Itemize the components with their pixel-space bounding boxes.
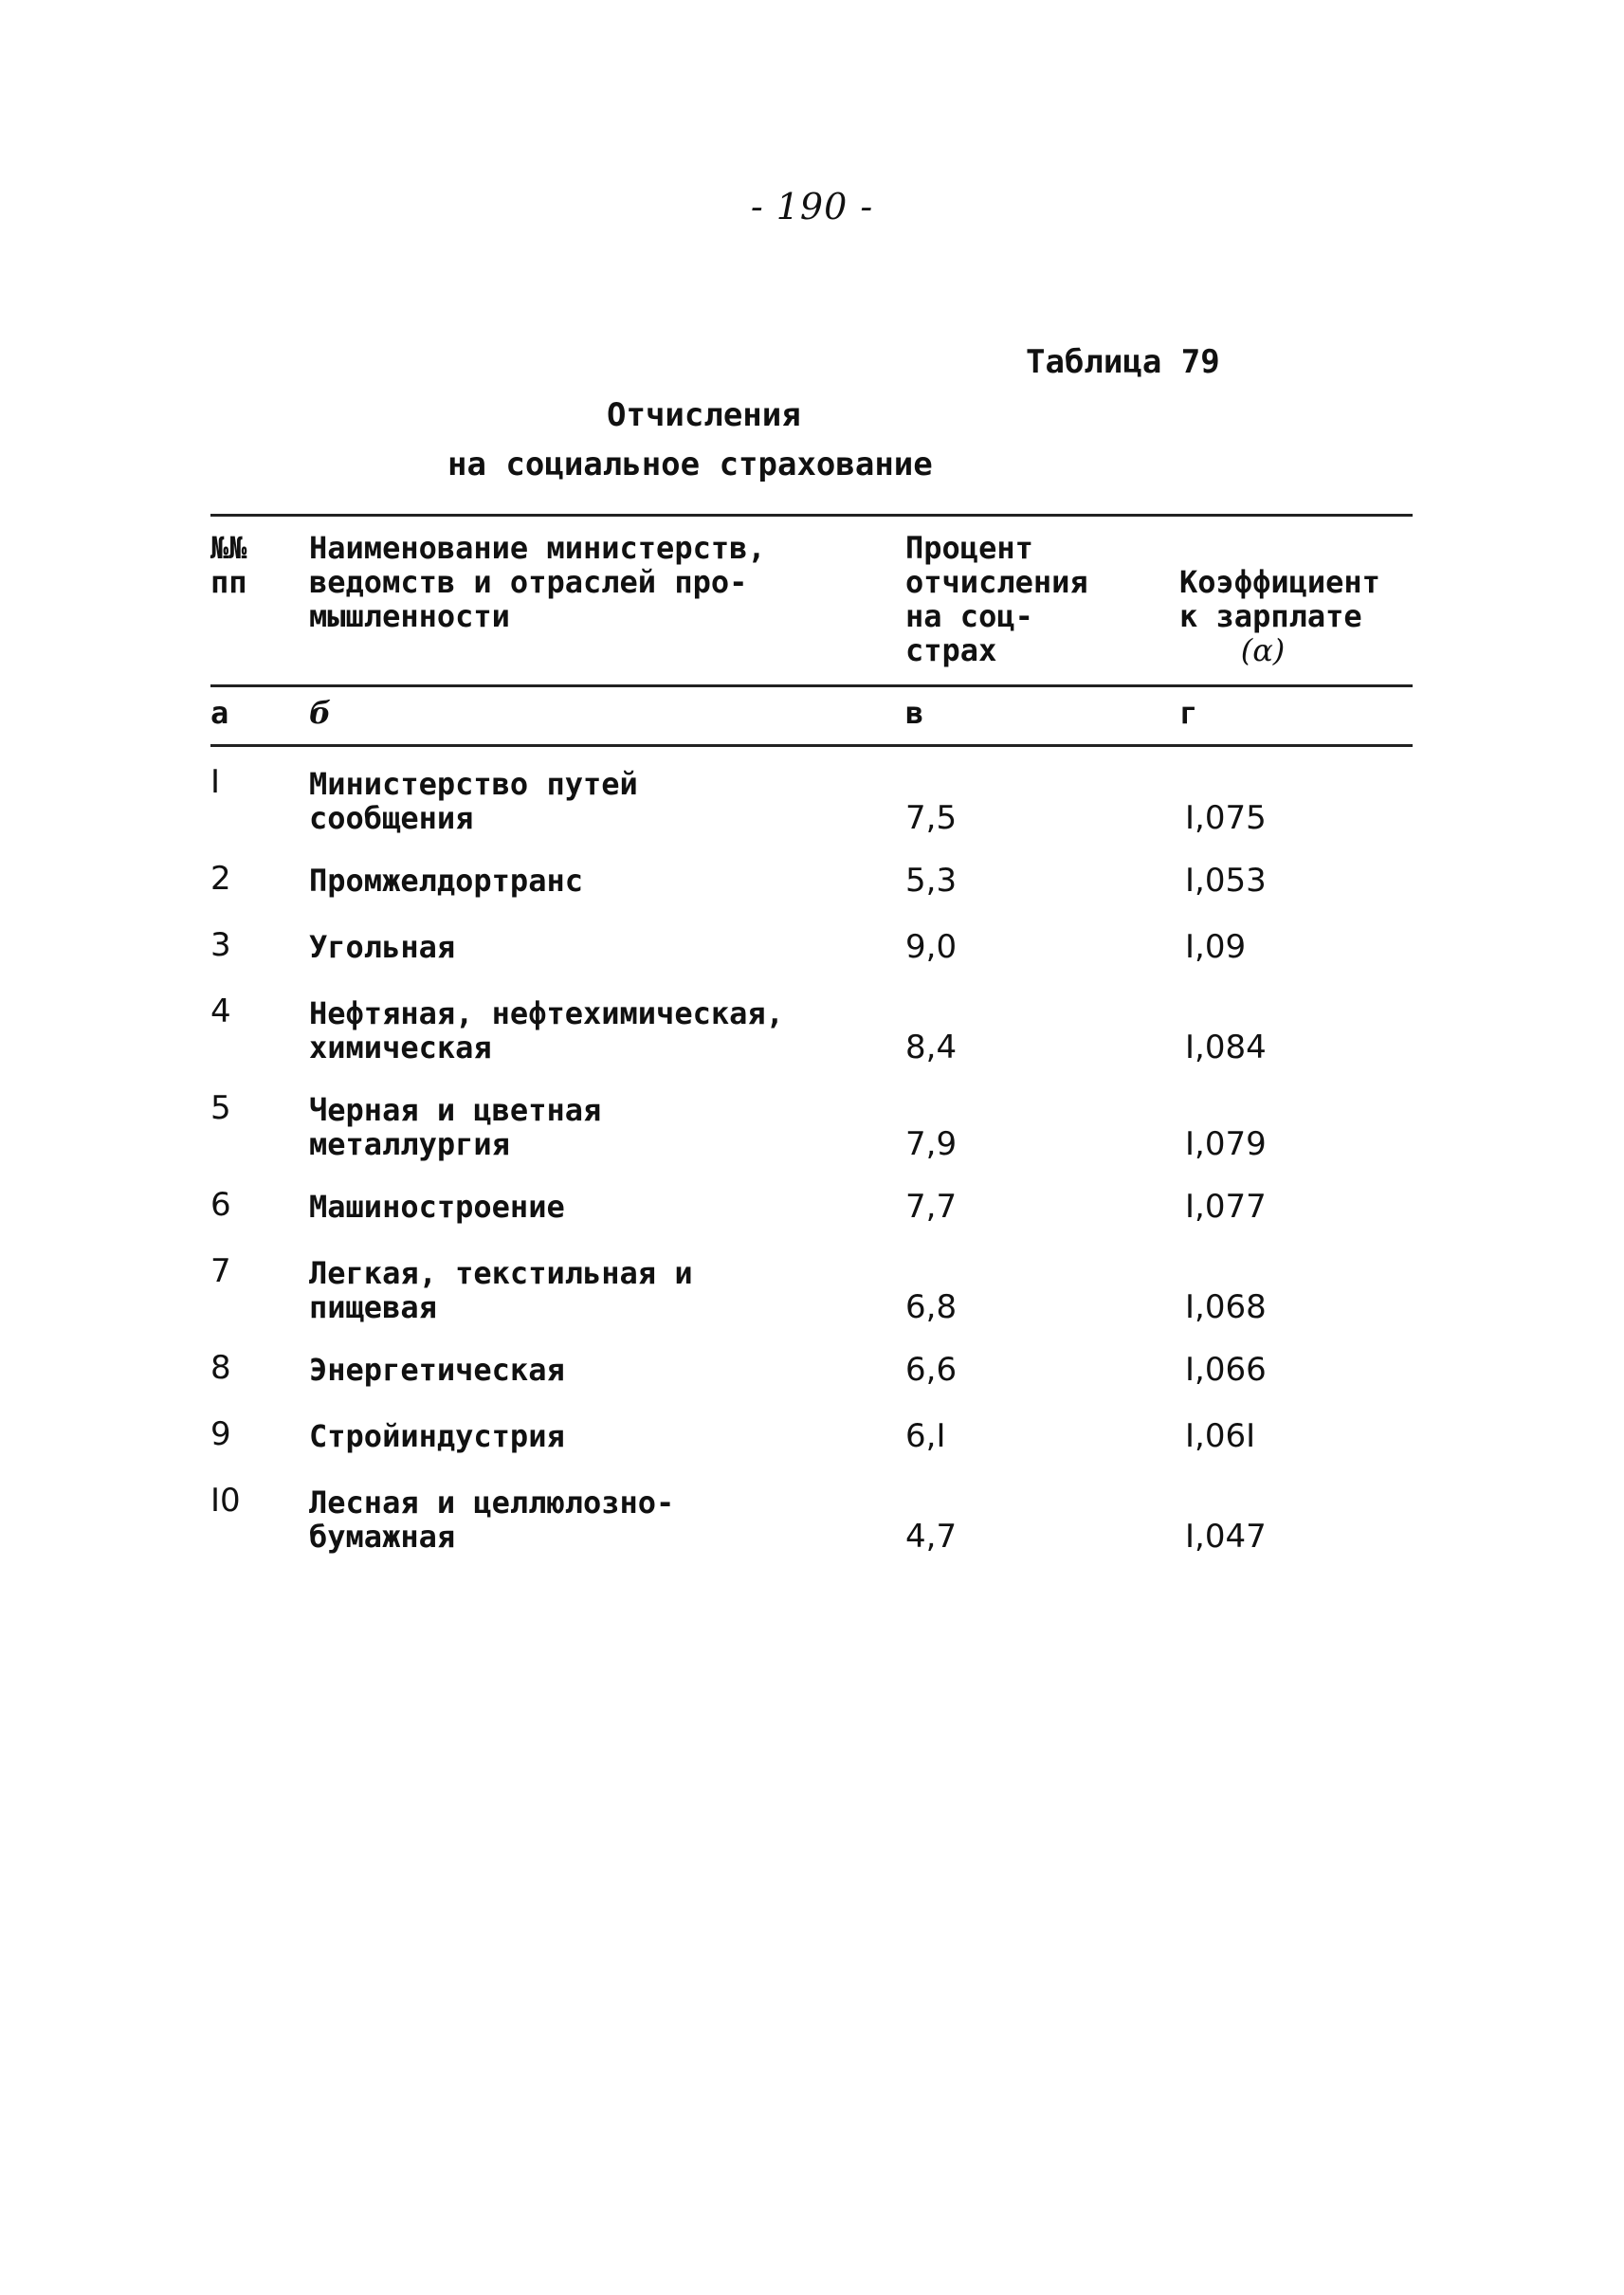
column-letter-coef: г [1179, 695, 1198, 731]
row-num: 9 [210, 1415, 231, 1453]
page-number: - 190 - [750, 186, 874, 228]
letters-bottom-rule [210, 744, 1413, 747]
row-name: Стройиндустрия [309, 1418, 565, 1454]
row-num: 7 [210, 1252, 231, 1290]
table-label: Таблица 79 [1026, 343, 1220, 381]
row-num: I0 [210, 1482, 241, 1520]
row-percent: 6,6 [905, 1351, 958, 1389]
row-num: 3 [210, 926, 231, 964]
row-name: Энергетическая [309, 1352, 565, 1388]
row-percent: 6,8 [905, 1288, 958, 1326]
row-num: 8 [210, 1349, 231, 1387]
table-row [0, 1482, 1624, 1578]
row-name: Угольная [309, 929, 456, 965]
table-top-rule [210, 514, 1413, 517]
row-name: Легкая, текстильная и пищевая [309, 1255, 693, 1325]
row-coef: I,079 [1185, 1125, 1267, 1163]
row-num: 5 [210, 1089, 231, 1127]
header-name: Наименование министерств, ведомств и отраслей про- мышленности [309, 530, 766, 634]
table-subtitle: на социальное страхование [447, 446, 933, 483]
column-letter-name: б [309, 695, 332, 731]
row-coef: I,06I [1185, 1417, 1256, 1455]
table-row [0, 1252, 1624, 1349]
row-percent: 5,3 [905, 862, 958, 900]
table-row [0, 1415, 1624, 1482]
header-num: №№ пп [210, 530, 247, 600]
row-coef: I,077 [1185, 1188, 1267, 1226]
header-coef-label: Коэффициент к зарплате [1179, 564, 1380, 634]
row-name: Министерство путей сообщения [309, 766, 638, 836]
row-num: 2 [210, 860, 231, 898]
header-coef-symbol: (α) [1240, 632, 1286, 668]
row-num: 4 [210, 993, 231, 1030]
row-name: Промжелдортранс [309, 863, 583, 899]
header-percent: Процент отчисления на соц- страх [905, 530, 1088, 668]
row-name: Лесная и целлюлозно- бумажная [309, 1484, 675, 1555]
row-percent: 9,0 [905, 928, 958, 966]
row-coef: I,066 [1185, 1351, 1267, 1389]
row-percent: 7,7 [905, 1188, 958, 1226]
row-name: Нефтяная, нефтехимическая, химическая [309, 995, 784, 1066]
row-coef: I,053 [1185, 862, 1267, 900]
row-percent: 4,7 [905, 1518, 958, 1556]
row-coef: I,068 [1185, 1288, 1267, 1326]
table-row [0, 1349, 1624, 1415]
row-num: I [210, 763, 221, 801]
table-row [0, 993, 1624, 1089]
row-name: Машиностроение [309, 1189, 565, 1225]
row-coef: I,09 [1185, 928, 1247, 966]
table-row [0, 1186, 1624, 1252]
row-coef: I,047 [1185, 1518, 1267, 1556]
row-name: Черная и цветная металлургия [309, 1092, 602, 1162]
table-body [0, 763, 1624, 1578]
table-title: Отчисления [607, 396, 801, 434]
row-percent: 7,5 [905, 799, 958, 837]
header-bottom-rule [210, 684, 1413, 687]
table-row [0, 860, 1624, 926]
header-coef [1179, 531, 1413, 701]
row-percent: 6,I [905, 1417, 946, 1455]
row-percent: 7,9 [905, 1125, 958, 1163]
row-num: 6 [210, 1186, 231, 1224]
table-row [0, 926, 1624, 993]
table-row [0, 763, 1624, 860]
table-row [0, 1089, 1624, 1186]
column-letter-num: а [210, 695, 229, 731]
row-coef: I,084 [1185, 1029, 1267, 1066]
column-letter-percent: в [905, 695, 924, 731]
row-percent: 8,4 [905, 1029, 958, 1066]
row-coef: I,075 [1185, 799, 1267, 837]
